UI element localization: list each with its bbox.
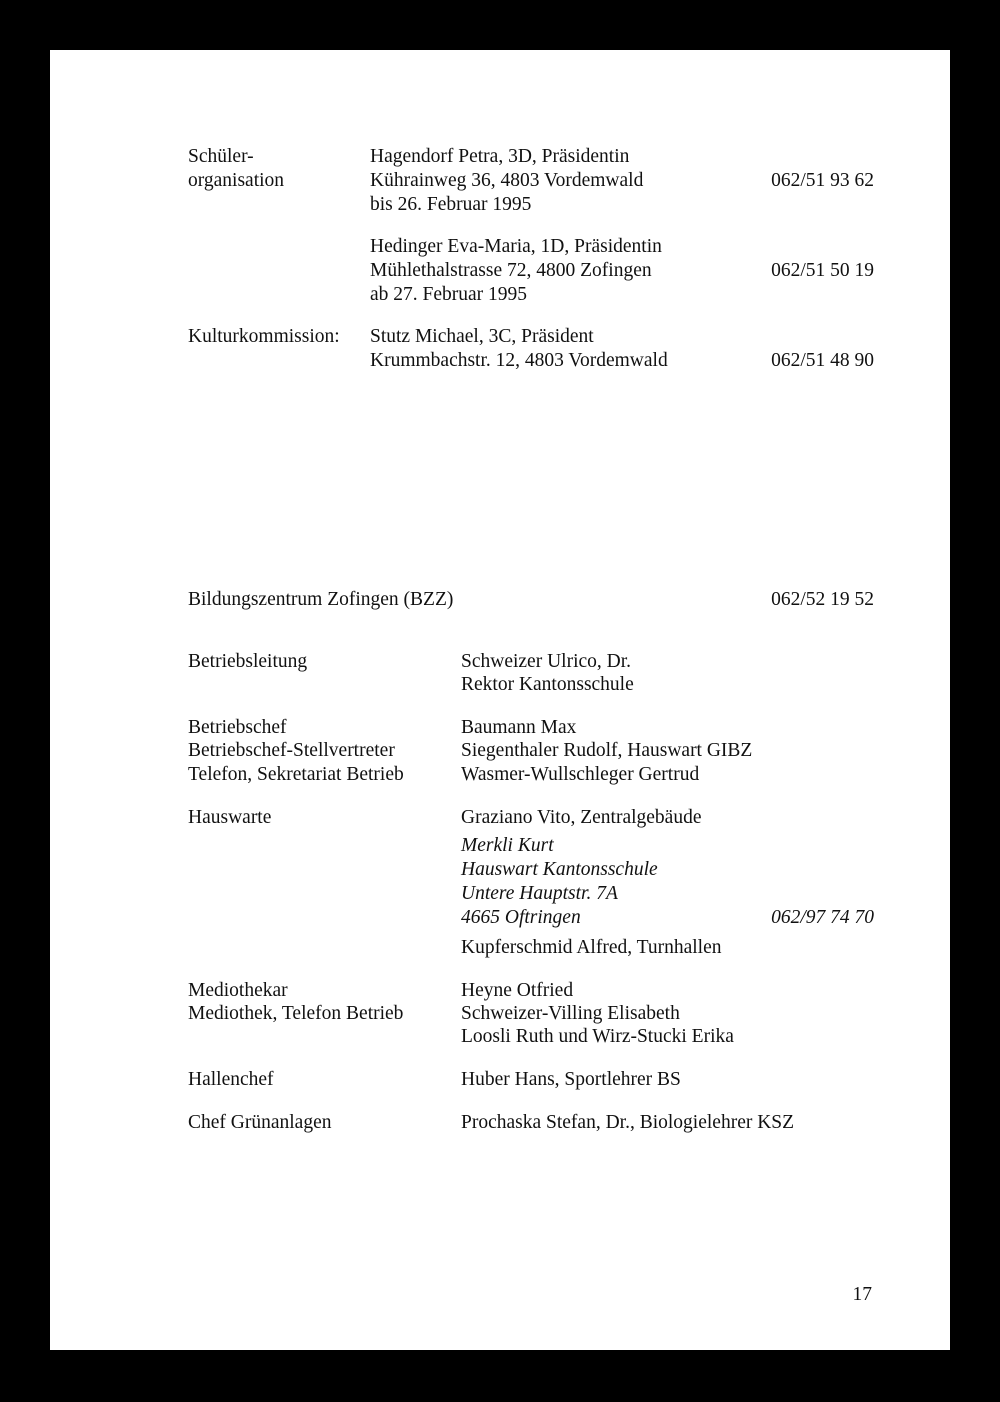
mediothekar-value: Heyne Otfried: [461, 980, 574, 1001]
mediothek-line2: Loosli Ruth und Wirz-Stucki Erika: [461, 1026, 734, 1047]
bzz-phone: 062/52 19 52: [771, 589, 874, 610]
hallenchef-value: Huber Hans, Sportlehrer BS: [461, 1069, 681, 1090]
betriebschef-label: Betriebschef: [188, 717, 287, 738]
schueler-label-line1: Schüler-: [188, 146, 254, 167]
schueler-label-line2: organisation: [188, 170, 285, 191]
schueler-entry1-line2: Kührainweg 36, 4803 Vordemwald: [370, 170, 644, 191]
kultur-phone: 062/51 48 90: [771, 350, 874, 371]
document-page: [50, 50, 950, 1350]
kultur-line2: Krummbachstr. 12, 4803 Vordemwald: [370, 350, 668, 371]
hauswarte-italic1: Merkli Kurt: [461, 835, 554, 856]
mediothek-line1: Schweizer-Villing Elisabeth: [461, 1003, 680, 1024]
schueler-entry2-phone: 062/51 50 19: [771, 260, 874, 281]
stellvertreter-label: Betriebschef-Stellvertreter: [188, 740, 395, 761]
hauswarte-italic4: 4665 Oftringen: [461, 907, 581, 928]
hauswarte-italic3: Untere Hauptstr. 7A: [461, 883, 618, 904]
gruenanlagen-value: Prochaska Stefan, Dr., Biologielehrer KSZ: [461, 1112, 795, 1133]
schueler-entry2-line2: Mühlethalstrasse 72, 4800 Zofingen: [370, 260, 652, 281]
schueler-entry1-phone: 062/51 93 62: [771, 170, 874, 191]
sekretariat-label: Telefon, Sekretariat Betrieb: [188, 764, 404, 785]
schueler-entry1-line3: bis 26. Februar 1995: [370, 194, 532, 215]
hauswarte-line-last: Kupferschmid Alfred, Turnhallen: [461, 937, 722, 958]
hauswarte-line1: Graziano Vito, Zentralgebäude: [461, 807, 702, 828]
schueler-entry1-line1: Hagendorf Petra, 3D, Präsidentin: [370, 146, 630, 167]
betriebsleitung-line2: Rektor Kantonsschule: [461, 674, 634, 695]
hauswarte-label: Hauswarte: [188, 807, 272, 828]
betriebsleitung-line1: Schweizer Ulrico, Dr.: [461, 651, 632, 672]
hallenchef-label: Hallenchef: [188, 1069, 274, 1090]
kultur-line1: Stutz Michael, 3C, Präsident: [370, 326, 594, 347]
schueler-entry2-line3: ab 27. Februar 1995: [370, 284, 528, 305]
mediothekar-label: Mediothekar: [188, 980, 288, 1001]
kultur-label: Kulturkommission:: [188, 326, 340, 347]
schueler-entry2-line1: Hedinger Eva-Maria, 1D, Präsidentin: [370, 236, 662, 257]
hauswarte-italic-phone: 062/97 74 70: [771, 907, 874, 928]
bzz-title: Bildungszentrum Zofingen (BZZ): [188, 589, 454, 610]
stellvertreter-value: Siegenthaler Rudolf, Hauswart GIBZ: [461, 740, 753, 761]
betriebsleitung-label: Betriebsleitung: [188, 651, 308, 672]
sekretariat-value: Wasmer-Wullschleger Gertrud: [461, 764, 700, 785]
hauswarte-italic2: Hauswart Kantonsschule: [461, 859, 658, 880]
gruenanlagen-label: Chef Grünanlagen: [188, 1112, 332, 1133]
mediothek-label: Mediothek, Telefon Betrieb: [188, 1003, 404, 1024]
betriebschef-value: Baumann Max: [461, 717, 577, 738]
page-number: 17: [852, 1284, 872, 1305]
